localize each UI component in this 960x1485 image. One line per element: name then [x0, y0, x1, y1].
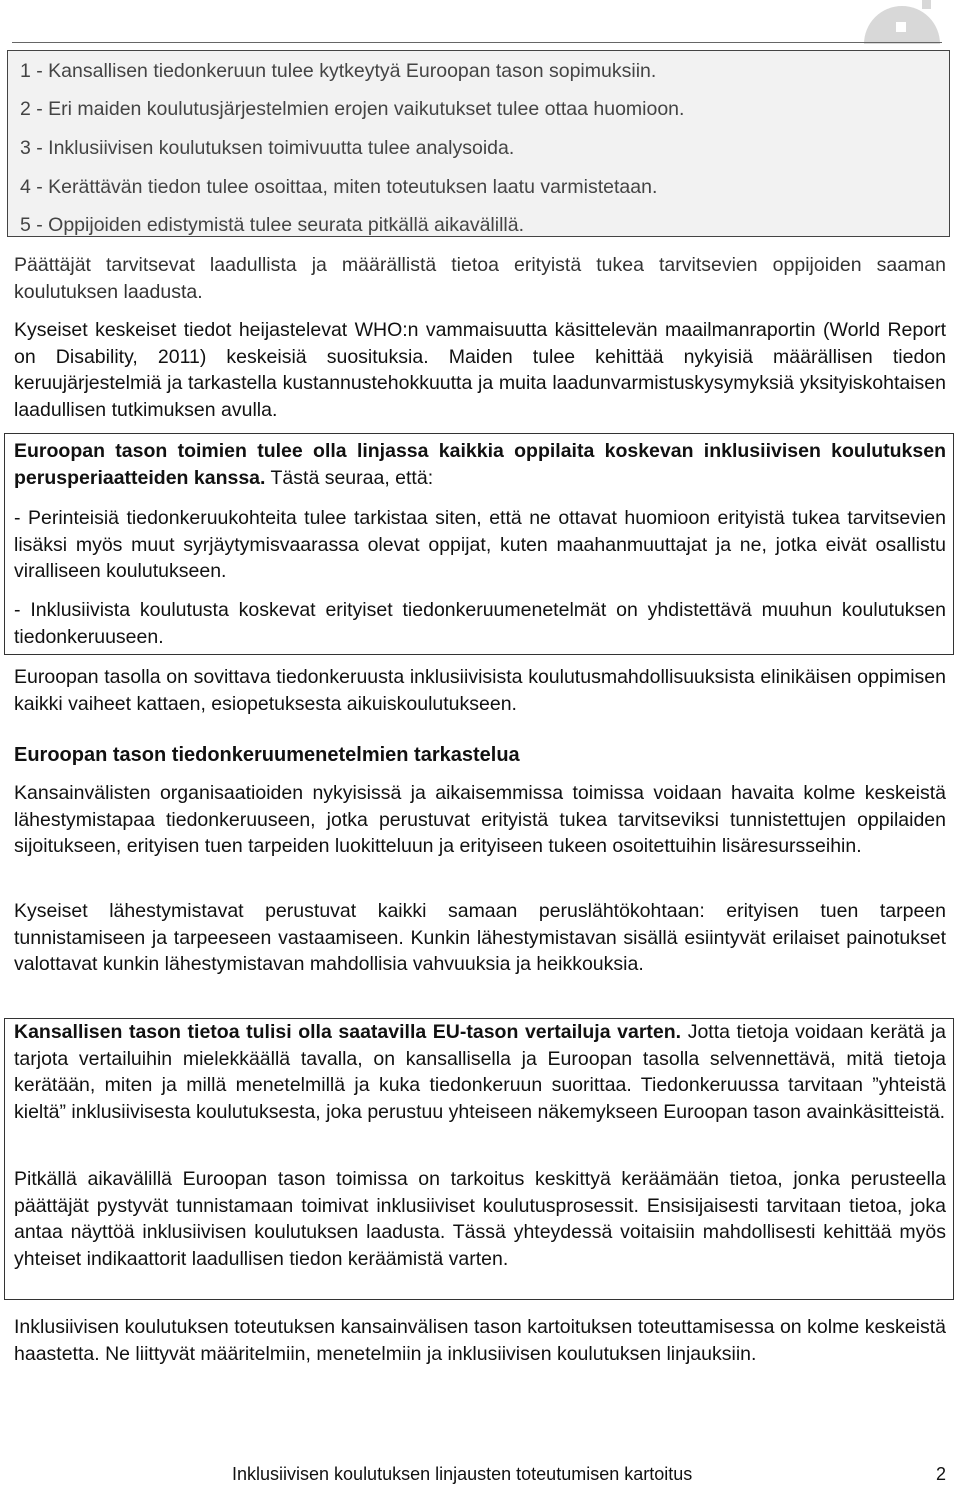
paragraph-three-approaches: Kansainvälisten organisaatioiden nykyisissä ja aikaisemmissa toimissa voidaan havaita kolme keskeistä lähestymistapaa tiedonkeruuseen, jotka perustuvat erityistä tukea tarvitseviksi tunnistettujen oppilaiden sijoitukseen, erityisen tuen tarpeiden luokitteluun ja erityiseen tukeen osoitettuihin lisäresursseihin. [14, 782, 946, 857]
header-rule [12, 42, 942, 43]
paragraph-common-starting-point: Kyseiset lähestymistavat perustuvat kaikki samaan peruslähtökohtaan: erityisen tuen tarpeen tunnistamiseen ja tarpeeseen vastaamiseen. Kunkin lähestymistavan sisällä esiintyvät erilaiset painotukset valottavat kunkin lähestymistavan mahdollisia vahvuuksia ja heikkouksia. [14, 900, 946, 975]
paragraph-who-report: Kyseiset keskeiset tiedot heijastelevat WHO:n vammaisuutta käsittelevän maailmanraportin (World Report on Disability, 2011) keskeisiä suosituksia. Maiden tulee kehittää nykyisiä määrällisen tiedon keruujärjestelmiä ja tarkastella kustannustehokkuutta ja muita laadunvarmistuskysymyksiä yksityiskohtaisen laadullisen tutkimuksen avulla. [14, 319, 946, 421]
paragraph-european-principles [14, 438, 946, 491]
footer-title: Inklusiivisen koulutuksen linjausten toteutumisen kartoitus [232, 1464, 693, 1484]
list-item: 1 - Kansallisen tiedonkeruun tulee kytkeytyä Euroopan tason sopimuksiin. [20, 60, 657, 82]
paragraph-decision-makers: Päättäjät tarvitsevat laadullista ja määrällistä tietoa erityistä tukea tarvitsevien oppijoiden saaman koulutuksen laadusta. [14, 254, 946, 303]
bullet-specific-methods: - Inklusiivista koulutusta koskevat erityiset tiedonkeruumenetelmät on yhdistettävä muuhun koulutuksen tiedonkeruuseen. [14, 599, 946, 648]
bold-statement: Euroopan tason toimien tulee olla linjassa kaikkia oppilaita koskevan inklusiivisen koulutuksen perusperiaatteiden kanssa. [14, 440, 946, 489]
section-heading: Euroopan tason tiedonkeruumenetelmien tarkastelua [14, 744, 520, 766]
list-item: 4 - Kerättävän tiedon tulee osoittaa, miten toteutuksen laatu varmistetaan. [20, 176, 658, 198]
paragraph-national-data [14, 1019, 946, 1125]
statement-continuation: Tästä seuraa, että: [265, 466, 434, 489]
list-item: 3 - Inklusiivisen koulutuksen toimivuutta tulee analysoida. [20, 137, 515, 159]
paragraph-lifelong-learning: Euroopan tasolla on sovittava tiedonkeruusta inklusiivisista koulutusmahdollisuuksista elinikäisen oppimisen kaikki vaiheet kattaen, esiopetuksesta aikuiskoulutukseen. [14, 666, 946, 715]
agency-logo-icon [862, 0, 942, 44]
list-item: 5 - Oppijoiden edistymistä tulee seurata pitkällä aikavälillä. [20, 214, 525, 236]
statement-continuation: Jotta tietoja voidaan kerätä ja tarjota vertailuihin mielekkäällä tavalla, on kansallisella ja Euroopan tasolla selvennettävä, mitä tietoja kerätään, miten ja millä menetelmillä ja kuka tiedonkeruun suorittaa. Tiedonkeruussa tarvitaan ”yhteistä kieltä” inklusiivisesta koulutuksesta, joka perustuu yhteiseen näkemykseen Euroopan tason avainkäsitteistä. [14, 1021, 946, 1123]
bold-statement: Kansallisen tason tietoa tulisi olla saatavilla EU-tason vertailuja varten. [14, 1021, 682, 1043]
bullet-traditional-data: - Perinteisiä tiedonkeruukohteita tulee tarkistaa siten, että ne ottavat huomioon erityistä tukea tarvitsevien lisäksi myös muut syrjäytymisvaarassa olevat oppijat, kuten maahanmuuttajat ja ne, jotka eivät osallistu viralliseen koulutukseen. [14, 507, 946, 582]
paragraph-three-challenges: Inklusiivisen koulutuksen toteutuksen kansainvälisen tason kartoituksen toteuttamisessa on kolme keskeistä haastetta. Ne liittyvät määritelmiin, menetelmiin ja inklusiivisen koulutuksen linjauksiin. [14, 1316, 946, 1365]
page-number: 2 [936, 1464, 947, 1484]
list-item: 2 - Eri maiden koulutusjärjestelmien erojen vaikutukset tulee ottaa huomioon. [20, 98, 685, 120]
paragraph-long-term: Pitkällä aikavälillä Euroopan tason toimissa on tarkoitus keskittyä keräämään tietoa, jonka perusteella päättäjät pystyvät tunnistamaan toimivat inklusiiviset koulutusprosessit. Ensisijaisesti tarvitaan tietoa, joka antaa näyttöä inklusiivisen koulutuksen laadusta. Tässä yhteydessä voitaisiin mahdollisesti kehittää myös yhteiset indikaattorit laadullisen tiedon keräämistä varten. [14, 1168, 946, 1270]
key-points-box [7, 50, 950, 237]
